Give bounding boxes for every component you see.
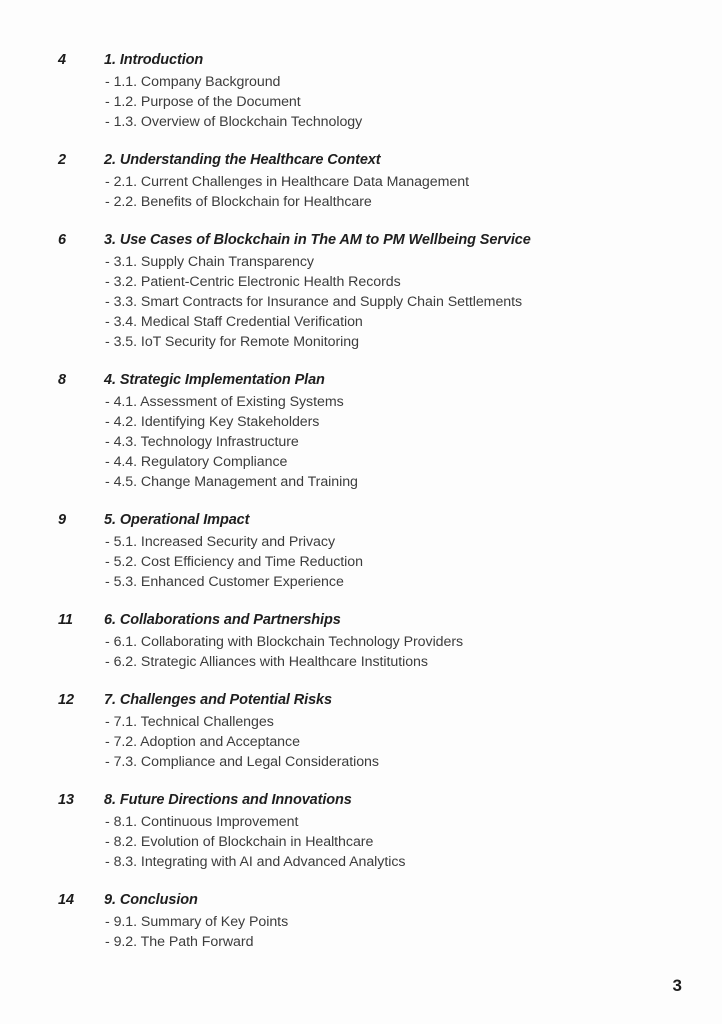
toc-subsection-item[interactable]: - 2.1. Current Challenges in Healthcare Data Management	[105, 174, 469, 190]
toc-subsection-list	[0, 912, 722, 952]
toc-subsection-item[interactable]: - 1.1. Company Background	[105, 74, 281, 90]
toc-section-page-number: 13	[58, 792, 74, 808]
toc-section-heading[interactable]	[0, 372, 722, 392]
toc-section-title: 2. Understanding the Healthcare Context	[104, 152, 381, 168]
toc-subsection-list	[0, 712, 722, 772]
toc-section-title: 1. Introduction	[104, 52, 204, 68]
toc-subsection-list	[0, 392, 722, 492]
toc-section-page-number: 6	[58, 232, 66, 248]
toc-subsection-item[interactable]: - 3.5. IoT Security for Remote Monitoring	[105, 334, 359, 350]
toc-subsection-list	[0, 812, 722, 872]
toc-subsection-item[interactable]: - 5.1. Increased Security and Privacy	[105, 534, 335, 550]
toc-section[interactable]	[0, 232, 722, 352]
toc-section-title: 8. Future Directions and Innovations	[104, 792, 352, 808]
toc-section-page-number: 12	[58, 692, 74, 708]
toc-section-heading[interactable]	[0, 612, 722, 632]
toc-subsection-item[interactable]: - 3.1. Supply Chain Transparency	[105, 254, 314, 270]
toc-section[interactable]	[0, 152, 722, 212]
toc-section[interactable]	[0, 372, 722, 492]
toc-subsection-item[interactable]: - 4.2. Identifying Key Stakeholders	[105, 414, 320, 430]
toc-section-heading[interactable]	[0, 792, 722, 812]
toc-section-title: 9. Conclusion	[104, 892, 198, 908]
toc-section-heading[interactable]	[0, 692, 722, 712]
toc-subsection-list	[0, 172, 722, 212]
page-number-folio: 3	[672, 976, 682, 995]
toc-section[interactable]	[0, 512, 722, 592]
toc-subsection-item[interactable]: - 3.3. Smart Contracts for Insurance and Supply Chain Settlements	[105, 294, 523, 310]
toc-subsection-item[interactable]: - 3.4. Medical Staff Credential Verification	[105, 314, 363, 330]
toc-section-title: 5. Operational Impact	[104, 512, 250, 528]
toc-section-heading[interactable]	[0, 152, 722, 172]
toc-section-page-number: 2	[58, 152, 66, 168]
toc-section[interactable]	[0, 892, 722, 952]
toc-subsection-item[interactable]: - 8.1. Continuous Improvement	[105, 814, 299, 830]
toc-subsection-item[interactable]: - 8.3. Integrating with AI and Advanced Analytics	[105, 854, 406, 870]
toc-subsection-list	[0, 252, 722, 352]
toc-subsection-item[interactable]: - 7.3. Compliance and Legal Considerations	[105, 754, 379, 770]
toc-subsection-item[interactable]: - 4.5. Change Management and Training	[105, 474, 358, 490]
toc-subsection-item[interactable]: - 8.2. Evolution of Blockchain in Healthcare	[105, 834, 374, 850]
toc-section-page-number: 8	[58, 372, 66, 388]
toc-subsection-item[interactable]: - 2.2. Benefits of Blockchain for Healthcare	[105, 194, 372, 210]
toc-section-heading[interactable]	[0, 892, 722, 912]
toc-section[interactable]	[0, 792, 722, 872]
table-of-contents	[0, 52, 722, 952]
toc-subsection-item[interactable]: - 5.3. Enhanced Customer Experience	[105, 574, 344, 590]
toc-section-page-number: 4	[58, 52, 66, 68]
toc-subsection-item[interactable]: - 6.2. Strategic Alliances with Healthcare Institutions	[105, 654, 428, 670]
toc-subsection-item[interactable]: - 9.2. The Path Forward	[105, 934, 254, 950]
toc-subsection-item[interactable]: - 5.2. Cost Efficiency and Time Reduction	[105, 554, 363, 570]
toc-subsection-item[interactable]: - 6.1. Collaborating with Blockchain Technology Providers	[105, 634, 464, 650]
toc-subsection-list	[0, 632, 722, 672]
toc-subsection-item[interactable]: - 4.3. Technology Infrastructure	[105, 434, 299, 450]
toc-subsection-item[interactable]: - 1.3. Overview of Blockchain Technology	[105, 114, 363, 130]
toc-subsection-item[interactable]: - 9.1. Summary of Key Points	[105, 914, 289, 930]
toc-subsection-item[interactable]: - 4.4. Regulatory Compliance	[105, 454, 288, 470]
toc-section-page-number: 14	[58, 892, 74, 908]
toc-section-title: 6. Collaborations and Partnerships	[104, 612, 341, 628]
toc-subsection-item[interactable]: - 4.1. Assessment of Existing Systems	[105, 394, 344, 410]
toc-section-heading[interactable]	[0, 52, 722, 72]
toc-subsection-item[interactable]: - 7.1. Technical Challenges	[105, 714, 274, 730]
toc-subsection-list	[0, 72, 722, 132]
toc-subsection-item[interactable]: - 1.2. Purpose of the Document	[105, 94, 301, 110]
toc-section-title: 7. Challenges and Potential Risks	[104, 692, 332, 708]
toc-section-title: 4. Strategic Implementation Plan	[104, 372, 325, 388]
toc-section-title: 3. Use Cases of Blockchain in The AM to PM Wellbeing Service	[104, 232, 531, 248]
toc-section-heading[interactable]	[0, 232, 722, 252]
toc-section[interactable]	[0, 612, 722, 672]
toc-section[interactable]	[0, 52, 722, 132]
toc-subsection-item[interactable]: - 3.2. Patient-Centric Electronic Health Records	[105, 274, 401, 290]
toc-section-page-number: 9	[58, 512, 66, 528]
toc-section-page-number: 11	[58, 612, 73, 628]
toc-section-heading[interactable]	[0, 512, 722, 532]
toc-subsection-item[interactable]: - 7.2. Adoption and Acceptance	[105, 734, 300, 750]
toc-subsection-list	[0, 532, 722, 592]
toc-section[interactable]	[0, 692, 722, 772]
